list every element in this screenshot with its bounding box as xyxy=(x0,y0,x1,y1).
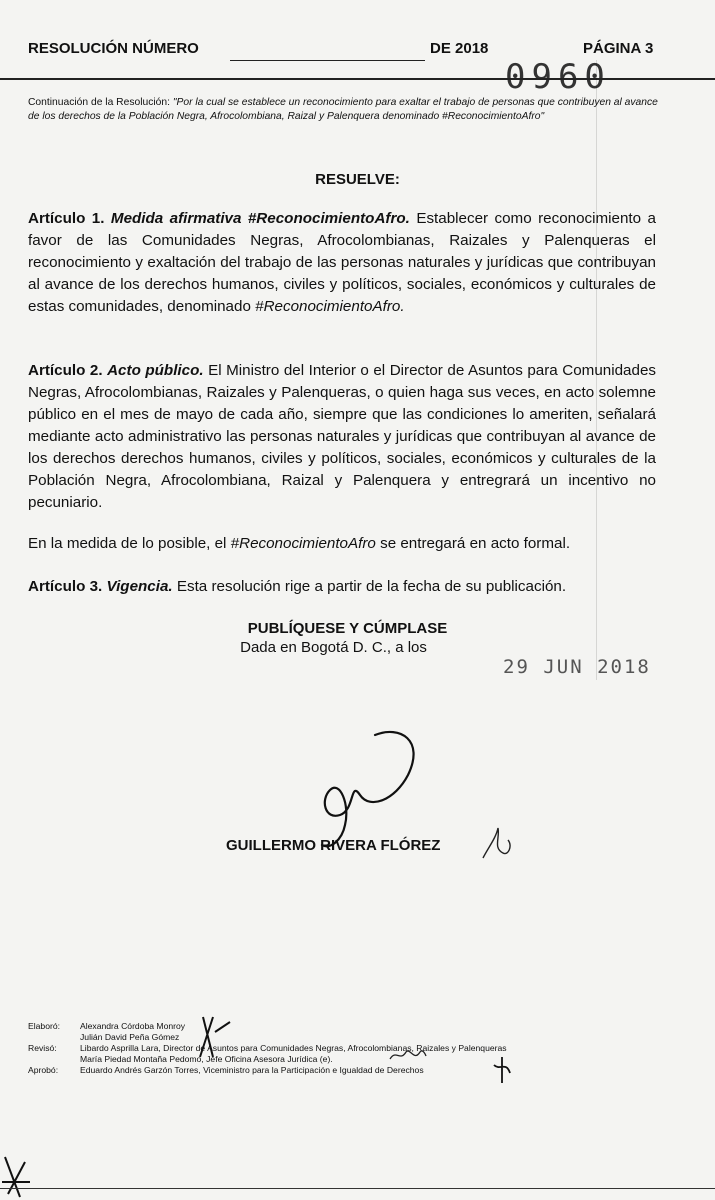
signer-name: GUILLERMO RIVERA FLÓREZ xyxy=(226,837,441,854)
date-stamp: 29 JUN 2018 xyxy=(503,656,651,678)
article-3-label: Artículo 3. xyxy=(28,578,103,595)
resolution-number: 0960 xyxy=(505,57,611,97)
article-2-title: Acto público. xyxy=(107,362,204,379)
credit-reviso xyxy=(28,1043,668,1065)
continuation-prefix: Continuación de la Resolución: xyxy=(28,97,170,108)
credit-line: Eduardo Andrés Garzón Torres, Viceministro para la Participación e Igualdad de Derechos xyxy=(80,1065,424,1075)
article-1-label: Artículo 1. xyxy=(28,210,105,227)
initial-mark-elaboro xyxy=(195,1012,235,1062)
credit-line: María Piedad Montaña Pedomo, Jefe Oficina Asesora Jurídica (e). xyxy=(80,1054,333,1064)
credit-line: Libardo Asprilla Lara, Director de Asuntos para Comunidades Negras, Afrocolombianas, Raizales y Palenqueras xyxy=(80,1043,507,1053)
article-2-text: El Ministro del Interior o el Director de Asuntos para Comunidades Negras, Afrocolombianas, Raizales y Palenqueras, o quien haga sus veces, en acto solemne público en el mes de mayo de cada año, siempre que las condiciones lo ameriten, señalará mediante acto administrativo las personas naturales y jurídicas que contribuyan al avance de los derechos derechos humanos, civiles y políticos, sociales, económicos y culturales de la Población Negra, Afrocolombiana, Raizal y Palenquera y entregrará un incentivo no pecuniario. xyxy=(28,362,656,511)
number-line xyxy=(230,57,611,97)
year-label: DE 2018 xyxy=(430,40,489,57)
article-3-text: Esta resolución rige a partir de la fecha de su publicación. xyxy=(176,578,567,595)
initial-mark-reviso xyxy=(388,1044,428,1066)
page-number: PÁGINA 3 xyxy=(583,40,654,57)
article-1-title: Medida afirmativa #ReconocimientoAfro. xyxy=(110,210,410,227)
para-tag: #ReconocimientoAfro xyxy=(230,535,376,552)
article-1-tag: #ReconocimientoAfro. xyxy=(255,298,405,315)
paragraph-formal-delivery xyxy=(28,533,656,555)
continuation-text: "Por la cual se establece un reconocimiento para exaltar el trabajo de personas que contribuyen al avance de los derechos de la Población Negra, Afrocolombiana, Raizal y Palenquera denominado #ReconocimientoAfro" xyxy=(28,97,658,122)
credit-role: Elaboró: xyxy=(28,1021,61,1031)
article-1-text: Establecer como reconocimiento a favor de las Comunidades Negras, Afrocolombianas, Raizales y Palenqueras el reconocimiento y exaltación del trabajo de las personas naturales y jurídicas que contribuyan al avance de los derechos humanos, civiles y políticos, sociales, económicos y culturales de estas comunidades, denominado xyxy=(28,210,656,315)
initial-mark-aprobo xyxy=(490,1055,514,1085)
article-3-title: Vigencia. xyxy=(106,578,173,595)
continuation-note xyxy=(28,96,668,123)
credit-elaboro xyxy=(28,1021,668,1043)
dada-en-line: Dada en Bogotá D. C., a los xyxy=(240,639,427,656)
article-3 xyxy=(28,576,656,598)
credit-line: Alexandra Córdoba Monroy xyxy=(80,1021,186,1031)
resuelve-heading: RESUELVE: xyxy=(315,171,400,188)
corner-initial-mark xyxy=(0,1152,40,1200)
credit-aprobo xyxy=(28,1065,668,1076)
initials-mark xyxy=(478,818,518,868)
resolution-label: RESOLUCIÓN NÚMERO xyxy=(28,40,199,57)
credits-block xyxy=(28,1021,668,1076)
article-2-label: Artículo 2. xyxy=(28,362,103,379)
credit-role: Aprobó: xyxy=(28,1065,59,1075)
footer-divider xyxy=(0,1188,715,1189)
article-1 xyxy=(28,208,656,318)
para-before: En la medida de lo posible, el xyxy=(28,535,227,552)
article-2 xyxy=(28,360,656,514)
header xyxy=(0,28,715,97)
publiquese-heading: PUBLÍQUESE Y CÚMPLASE xyxy=(247,620,448,637)
credit-line: Julián David Peña Gómez xyxy=(80,1032,180,1042)
para-after: se entregará en acto formal. xyxy=(380,535,571,552)
header-divider xyxy=(0,78,715,80)
closing-block xyxy=(0,620,715,656)
credit-role: Revisó: xyxy=(28,1043,57,1053)
